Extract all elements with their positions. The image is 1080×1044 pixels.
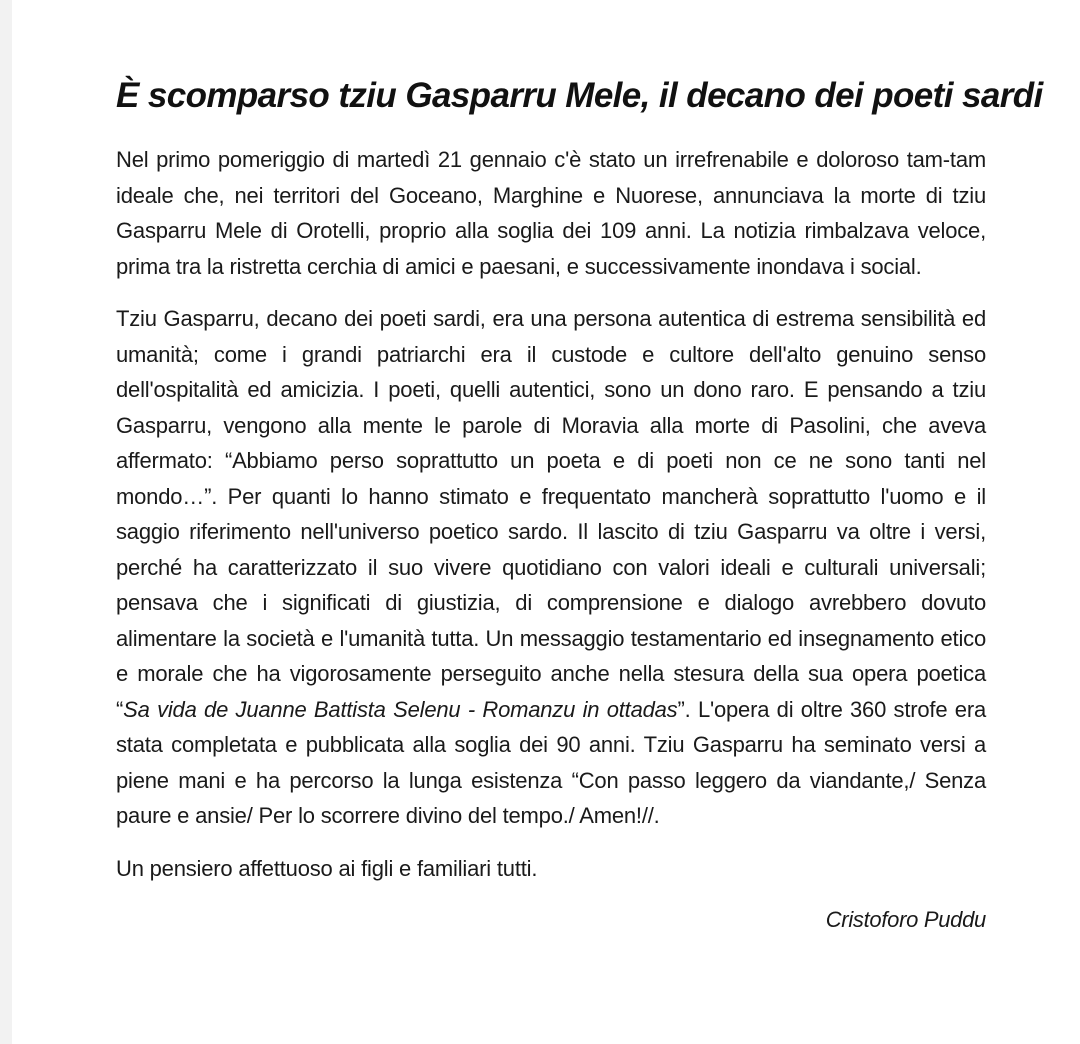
article bbox=[116, 72, 1043, 936]
article-title: È scomparso tziu Gasparru Mele, il decano dei poeti sardi bbox=[116, 76, 1043, 115]
left-margin-strip bbox=[0, 0, 12, 1044]
paragraph-2-text-start: Tziu Gasparru, decano dei poeti sardi, era una persona autentica di estrema sensibilità ed umanità; come i grandi patriarchi era il custode e cultore dell'alto genuino senso dell'ospitalità ed amicizia. I poeti, quelli autentici, sono un dono raro. E pensando a tziu Gasparru, vengono alla mente le parole di Moravia alla morte di Pasolini, che aveva affermato: “Abbiamo perso soprattutto un poeta e di poeti non ce ne sono tanti nel mondo…”. Per quanti lo hanno stimato e frequentato mancherà soprattutto l'uomo e il saggio riferimento nell'universo poetico sardo. Il lascito di tziu Gasparru va oltre i versi, perché ha caratterizzato il suo vivere quotidiano con valori ideali e culturali universali; pensava che i significati di giustizia, di comprensione e dialogo avrebbero dovuto alimentare la società e l'umanità tutta. Un messaggio testamentario ed insegnamento etico e morale che ha vigorosamente perseguito anche nella stesura della sua opera poetica “ bbox=[116, 306, 986, 722]
paragraph-2 bbox=[116, 301, 986, 834]
author-signature: Cristoforo Puddu bbox=[825, 907, 986, 932]
opera-title: Sa vida de Juanne Battista Selenu - Romanzu in ottadas bbox=[123, 696, 678, 722]
paragraph-1: Nel primo pomeriggio di martedì 21 gennaio c'è stato un irrefrenabile e doloroso tam-tam ideale che, nei territori del Goceano, Marghine e Nuorese, annunciava la morte di tziu Gasparru Mele di Orotelli, proprio alla soglia dei 109 anni. La notizia rimbalzava veloce, prima tra la ristretta cerchia di amici e paesani, e successivamente inondava i social. bbox=[116, 147, 986, 279]
paragraph-3: Un pensiero affettuoso ai figli e familiari tutti. bbox=[116, 855, 538, 881]
paragraph-2-text-end: ”. L'opera di oltre 360 strofe era stata completata e pubblicata alla soglia dei 90 anni. Tziu Gasparru ha seminato versi a piene mani e ha percorso la lunga esistenza “Con passo leggero da viandante,/ Senza paure e ansie/ Per lo scorrere divino del tempo./ Amen!//. bbox=[116, 696, 986, 828]
